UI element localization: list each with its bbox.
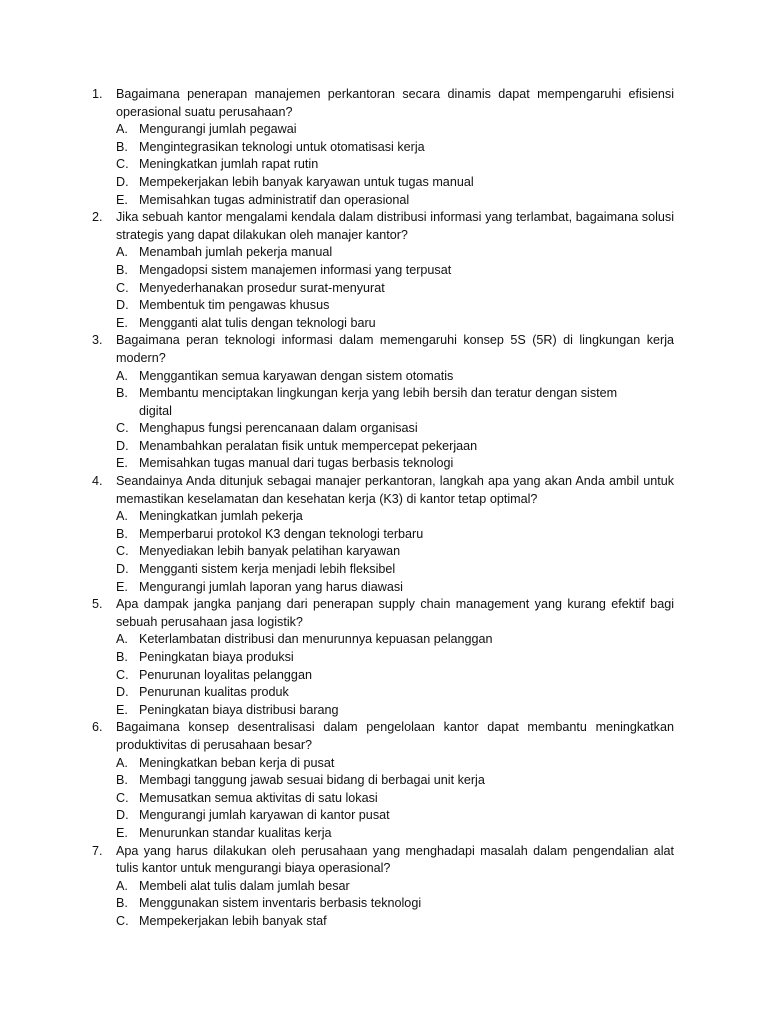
option-letter: C. xyxy=(116,544,129,559)
question-3 xyxy=(92,332,674,473)
option-list xyxy=(92,631,674,719)
option-text: Mengintegrasikan teknologi untuk otomatisasi kerja xyxy=(139,139,425,154)
option-letter: A. xyxy=(116,368,128,383)
option-text: Membentuk tim pengawas khusus xyxy=(139,298,330,313)
option-text: Menyederhanakan prosedur surat-menyurat xyxy=(139,280,385,295)
option-letter: E. xyxy=(116,579,128,594)
option-item xyxy=(116,280,674,298)
option-letter: B. xyxy=(116,896,128,911)
option-item xyxy=(116,139,674,157)
option-item xyxy=(116,174,674,192)
option-item xyxy=(116,561,674,579)
option-letter: D. xyxy=(116,298,129,313)
option-item xyxy=(116,526,674,544)
option-letter: C. xyxy=(116,790,129,805)
option-letter: A. xyxy=(116,245,128,260)
option-item xyxy=(116,807,674,825)
option-letter: A. xyxy=(116,632,128,647)
question-7 xyxy=(92,843,674,931)
option-list xyxy=(92,368,674,474)
question-5 xyxy=(92,596,674,719)
option-item xyxy=(116,385,674,420)
option-letter: B. xyxy=(116,773,128,788)
option-letter: D. xyxy=(116,438,129,453)
question-6 xyxy=(92,719,674,842)
option-item xyxy=(116,878,674,896)
option-text: Memisahkan tugas administratif dan operasional xyxy=(139,192,410,207)
option-text: Menambah jumlah pekerja manual xyxy=(139,245,333,260)
question-number: 3. xyxy=(92,333,103,348)
option-letter: A. xyxy=(116,509,128,524)
option-letter: A. xyxy=(116,878,128,893)
question-number: 4. xyxy=(92,474,103,489)
option-text: Membantu menciptakan lingkungan kerja yang lebih bersih dan teratur dengan sistem digital xyxy=(139,386,618,418)
question-row xyxy=(92,332,674,367)
option-text: Membeli alat tulis dalam jumlah besar xyxy=(139,878,350,893)
option-letter: B. xyxy=(116,650,128,664)
option-letter: C. xyxy=(116,421,129,436)
option-text: Keterlambatan distribusi dan menurunnya kepuasan pelanggan xyxy=(139,632,493,647)
question-number: 2. xyxy=(92,210,103,225)
option-text: Memusatkan semua aktivitas di satu lokasi xyxy=(139,790,378,805)
option-text: Menurunkan standar kualitas kerja xyxy=(139,825,332,840)
option-list xyxy=(92,508,674,596)
option-letter: B. xyxy=(116,526,128,541)
option-item xyxy=(116,702,674,720)
option-text: Menambahkan peralatan fisik untuk mempercepat pekerjaan xyxy=(139,438,478,453)
option-text: Mengganti sistem kerja menjadi lebih fleksibel xyxy=(139,562,396,577)
option-item xyxy=(116,508,674,526)
option-letter: E. xyxy=(116,315,128,330)
option-text: Memisahkan tugas manual dari tugas berbasis teknologi xyxy=(139,456,454,471)
option-letter: C. xyxy=(116,667,129,682)
option-text: Penurunan kualitas produk xyxy=(139,685,289,700)
option-item xyxy=(116,579,674,597)
question-number: 6. xyxy=(92,720,103,735)
option-text: Membagi tanggung jawab sesuai bidang di berbagai unit kerja xyxy=(139,773,485,788)
question-row xyxy=(92,209,674,244)
option-text: Mempekerjakan lebih banyak staf xyxy=(139,913,327,928)
option-text: Memperbarui protokol K3 dengan teknologi terbaru xyxy=(139,526,424,541)
question-row xyxy=(92,719,674,754)
option-letter: D. xyxy=(116,562,129,577)
option-item xyxy=(116,755,674,773)
option-item xyxy=(116,667,674,685)
option-letter: B. xyxy=(116,262,128,277)
option-list xyxy=(92,878,674,931)
option-letter: B. xyxy=(116,386,128,401)
question-number: 7. xyxy=(92,843,103,858)
option-item xyxy=(116,156,674,174)
option-letter: E. xyxy=(116,825,128,840)
option-text: Meningkatkan jumlah rapat rutin xyxy=(139,157,319,172)
option-letter: D. xyxy=(116,174,129,189)
question-4 xyxy=(92,473,674,596)
question-text: Apa yang harus dilakukan oleh perusahaan yang menghadapi masalah dalam pengendalian alat tulis kantor untuk mengurangi biaya operasional? xyxy=(116,843,674,876)
option-text: Mengurangi jumlah karyawan di kantor pusat xyxy=(139,808,390,823)
option-text: Menggantikan semua karyawan dengan sistem otomatis xyxy=(139,368,454,383)
option-text: Mengadopsi sistem manajemen informasi yang terpusat xyxy=(139,262,452,277)
option-text: Mengurangi jumlah pegawai xyxy=(139,122,297,137)
option-text: Mengurangi jumlah laporan yang harus diawasi xyxy=(139,579,403,594)
question-text: Seandainya Anda ditunjuk sebagai manajer perkantoran, langkah apa yang akan Anda ambil untuk memastikan keselamatan dan kesehatan kerja (K3) di kantor tetap optimal? xyxy=(116,474,674,506)
option-item xyxy=(116,455,674,473)
option-item xyxy=(116,772,674,790)
question-list xyxy=(92,86,674,931)
option-text: Meningkatkan beban kerja di pusat xyxy=(139,755,335,770)
question-text: Bagaimana peran teknologi informasi dalam memengaruhi konsep 5S (5R) di lingkungan kerja modern? xyxy=(116,333,674,365)
option-text: Penurunan loyalitas pelanggan xyxy=(139,667,312,682)
option-item xyxy=(116,913,674,931)
option-text: Peningkatan biaya distribusi barang xyxy=(139,702,339,717)
option-text: Menggunakan sistem inventaris berbasis teknologi xyxy=(139,896,422,911)
option-letter: D. xyxy=(116,808,129,823)
option-item xyxy=(116,543,674,561)
option-item xyxy=(116,315,674,333)
option-item xyxy=(116,825,674,843)
option-letter: B. xyxy=(116,139,128,154)
option-item xyxy=(116,631,674,649)
option-text: Mengganti alat tulis dengan teknologi baru xyxy=(139,315,376,330)
option-item xyxy=(116,790,674,808)
option-item xyxy=(116,297,674,315)
option-letter: D. xyxy=(116,685,129,700)
option-item xyxy=(116,895,674,913)
option-letter: C. xyxy=(116,157,129,172)
option-letter: A. xyxy=(116,755,128,770)
question-row xyxy=(92,843,674,878)
option-item xyxy=(116,244,674,262)
question-text: Bagaimana konsep desentralisasi dalam pengelolaan kantor dapat membantu meningkatkan produktivitas di perusahaan besar? xyxy=(116,720,674,752)
option-list xyxy=(92,244,674,332)
question-row xyxy=(92,86,674,121)
option-item xyxy=(116,368,674,386)
option-letter: E. xyxy=(116,702,128,717)
option-letter: A. xyxy=(116,122,128,137)
option-letter: E. xyxy=(116,192,128,207)
option-letter: C. xyxy=(116,280,129,295)
option-item xyxy=(116,262,674,280)
question-text: Apa dampak jangka panjang dari penerapan supply chain management yang kurang efektif bagi sebuah perusahaan jasa logistik? xyxy=(116,597,674,629)
option-text: Peningkatan biaya produksi xyxy=(139,650,294,664)
question-number: 1. xyxy=(92,87,103,101)
option-item xyxy=(116,121,674,139)
question-number: 5. xyxy=(92,597,103,612)
option-letter: C. xyxy=(116,913,129,928)
option-item xyxy=(116,438,674,456)
option-text: Menghapus fungsi perencanaan dalam organisasi xyxy=(139,421,418,436)
question-row xyxy=(92,596,674,631)
question-text: Bagaimana penerapan manajemen perkantoran secara dinamis dapat mempengaruhi efisiensi operasional suatu perusahaan? xyxy=(116,87,674,119)
option-item xyxy=(116,420,674,438)
option-letter: E. xyxy=(116,456,128,471)
question-text: Jika sebuah kantor mengalami kendala dalam distribusi informasi yang terlambat, bagaimana solusi strategis yang dapat dilakukan oleh manajer kantor? xyxy=(116,210,674,242)
option-text: Meningkatkan jumlah pekerja xyxy=(139,509,303,524)
question-1 xyxy=(92,86,674,209)
option-item xyxy=(116,684,674,702)
option-text: Menyediakan lebih banyak pelatihan karyawan xyxy=(139,544,401,559)
option-list xyxy=(92,755,674,843)
option-list xyxy=(92,121,674,209)
option-text: Mempekerjakan lebih banyak karyawan untuk tugas manual xyxy=(139,174,474,189)
option-item xyxy=(116,192,674,210)
question-2 xyxy=(92,209,674,332)
option-item xyxy=(116,649,674,667)
question-row xyxy=(92,473,674,508)
